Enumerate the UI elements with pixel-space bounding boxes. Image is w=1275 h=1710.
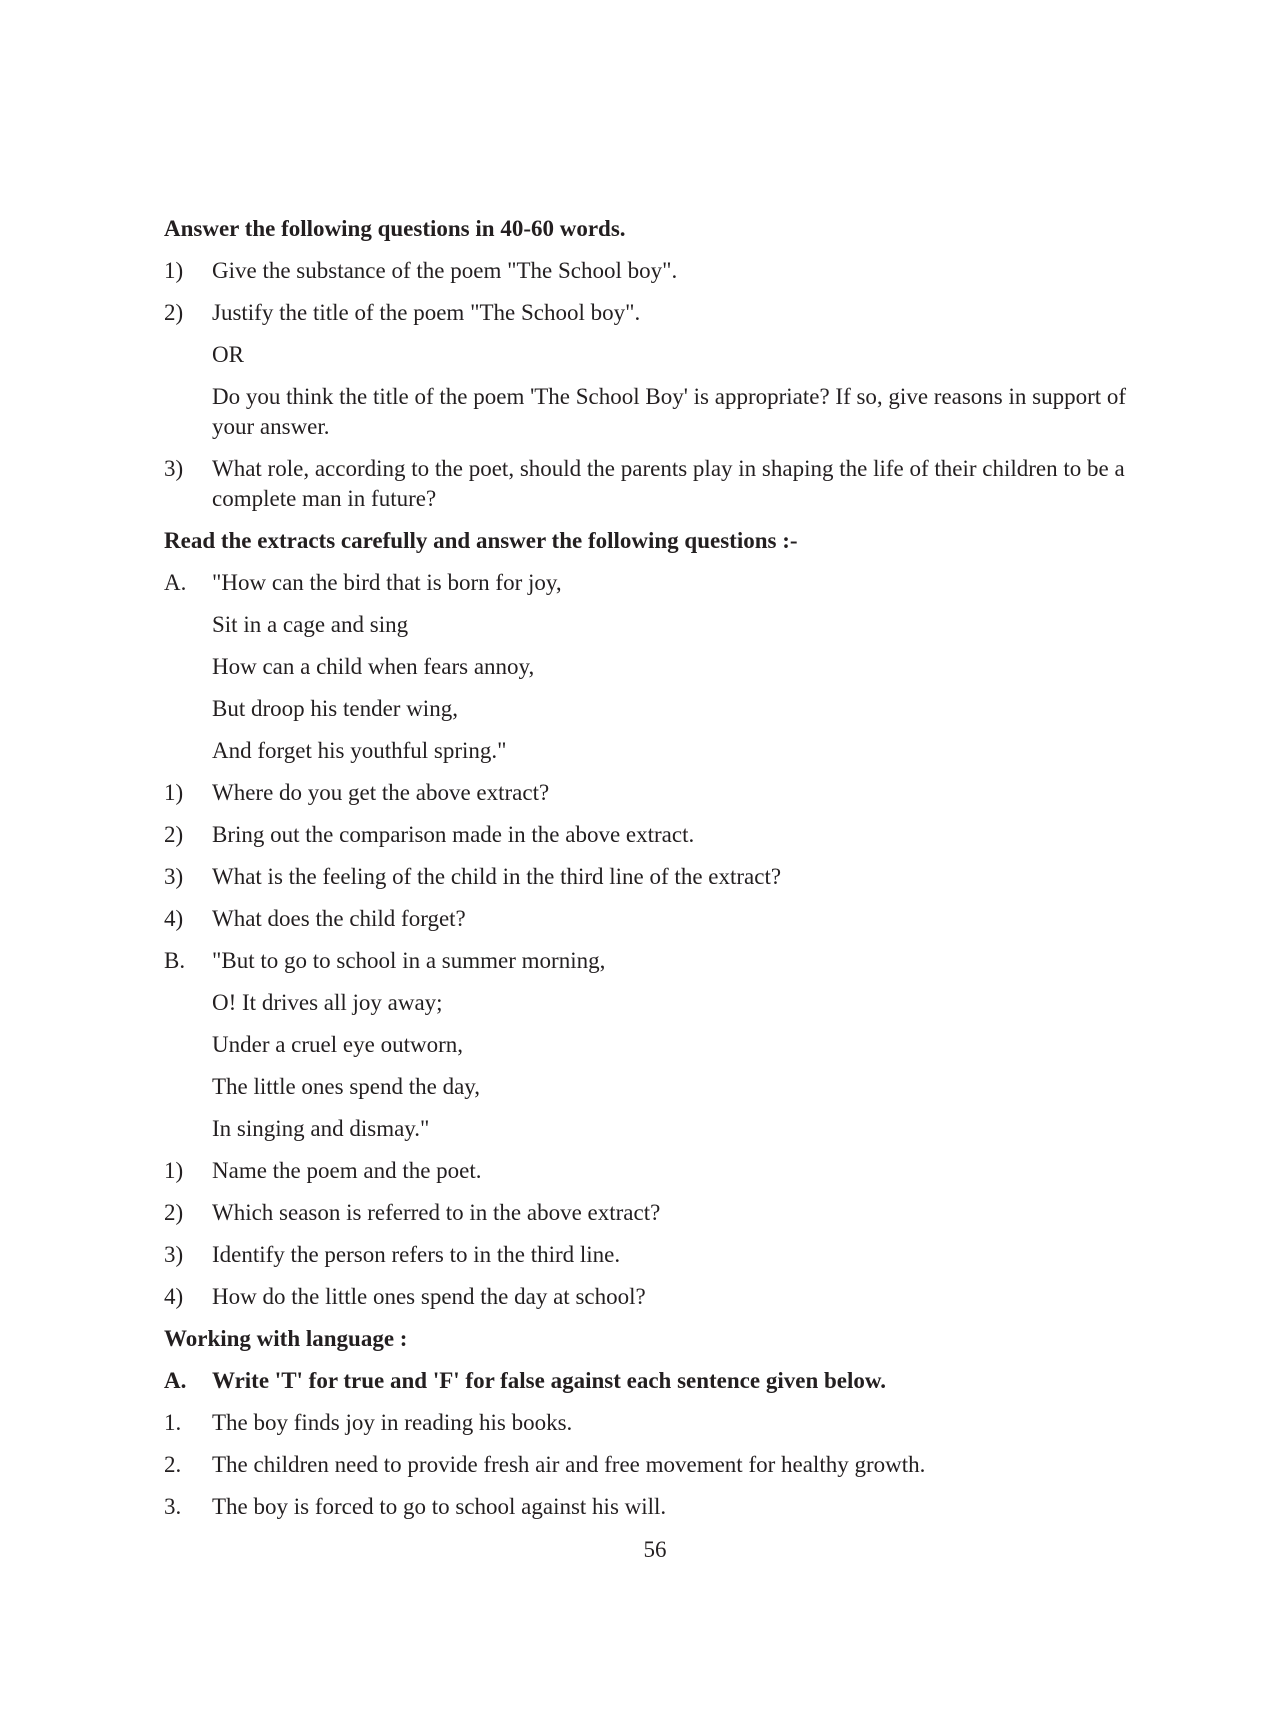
extract-line: "But to go to school in a summer morning, <box>212 948 606 973</box>
statement-item <box>164 1408 1164 1438</box>
question-number: 1) <box>164 780 184 805</box>
statement-item <box>164 1492 1164 1522</box>
section-heading-extracts: Read the extracts carefully and answer the following questions :- <box>164 528 798 553</box>
question-number: 3) <box>164 864 184 889</box>
extract-line: "How can the bird that is born for joy, <box>212 570 562 595</box>
question-text: What role, according to the poet, should the parents play in shaping the life of their children to be a complete man in future? <box>212 456 1125 511</box>
question-text: Give the substance of the poem "The School boy". <box>212 258 678 283</box>
question-number: 1) <box>164 258 184 283</box>
statement-number: 1. <box>164 1410 182 1435</box>
extract-line: Under a cruel eye outworn, <box>212 1032 463 1057</box>
page-number: 56 <box>643 1537 667 1562</box>
question-text: Where do you get the above extract? <box>212 780 550 805</box>
extract-first-line <box>164 946 1164 976</box>
extract-line: And forget his youthful spring." <box>212 738 507 763</box>
question-text: What does the child forget? <box>212 906 466 931</box>
question-text: What is the feeling of the child in the third line of the extract? <box>212 864 782 889</box>
statement-item <box>164 1450 1164 1480</box>
extract-line: How can a child when fears annoy, <box>212 654 535 679</box>
statement-text: The boy is forced to go to school against his will. <box>212 1494 667 1519</box>
question-text: Bring out the comparison made in the above extract. <box>212 822 695 847</box>
question-item <box>164 1240 1164 1270</box>
question-item <box>164 1282 1164 1312</box>
question-number: 4) <box>164 906 184 931</box>
question-item <box>164 1198 1164 1228</box>
question-item <box>164 1156 1164 1186</box>
statement-number: 3. <box>164 1494 182 1519</box>
question-item <box>164 298 1164 328</box>
section-heading-short-answers: Answer the following questions in 40-60 words. <box>164 216 626 241</box>
question-number: 2) <box>164 1200 184 1225</box>
alternate-question-text: Do you think the title of the poem 'The School Boy' is appropriate? If so, give reasons in support of your answer. <box>212 384 1127 439</box>
extract-line: But droop his tender wing, <box>212 696 458 721</box>
question-item <box>164 862 1164 892</box>
question-number: 3) <box>164 456 184 481</box>
question-number: 4) <box>164 1284 184 1309</box>
question-number: 3) <box>164 1242 184 1267</box>
question-item <box>164 454 1164 514</box>
extract-first-line <box>164 568 1164 598</box>
question-number: 2) <box>164 300 184 325</box>
extract-line: O! It drives all joy away; <box>212 990 443 1015</box>
section-heading-language: Working with language : <box>164 1326 408 1351</box>
question-text: Name the poem and the poet. <box>212 1158 482 1183</box>
extract-line: The little ones spend the day, <box>212 1074 481 1099</box>
question-number: 2) <box>164 822 184 847</box>
question-item <box>164 904 1164 934</box>
question-item <box>164 820 1164 850</box>
extract-line: Sit in a cage and sing <box>212 612 409 637</box>
question-text: Identify the person refers to in the third line. <box>212 1242 621 1267</box>
task-text: Write 'T' for true and 'F' for false against each sentence given below. <box>212 1368 886 1393</box>
question-item <box>164 778 1164 808</box>
task-instruction <box>164 1366 1164 1396</box>
or-separator: OR <box>212 342 244 367</box>
statement-text: The boy finds joy in reading his books. <box>212 1410 573 1435</box>
statement-text: The children need to provide fresh air and free movement for healthy growth. <box>212 1452 926 1477</box>
question-number: 1) <box>164 1158 184 1183</box>
question-item <box>164 256 1164 286</box>
page-content <box>164 214 1164 1534</box>
task-label: A. <box>164 1368 187 1393</box>
question-text: How do the little ones spend the day at school? <box>212 1284 646 1309</box>
question-text: Justify the title of the poem "The School boy". <box>212 300 641 325</box>
extract-label: A. <box>164 570 187 595</box>
statement-number: 2. <box>164 1452 182 1477</box>
extract-line: In singing and dismay." <box>212 1116 430 1141</box>
extract-label: B. <box>164 948 186 973</box>
question-text: Which season is referred to in the above extract? <box>212 1200 661 1225</box>
